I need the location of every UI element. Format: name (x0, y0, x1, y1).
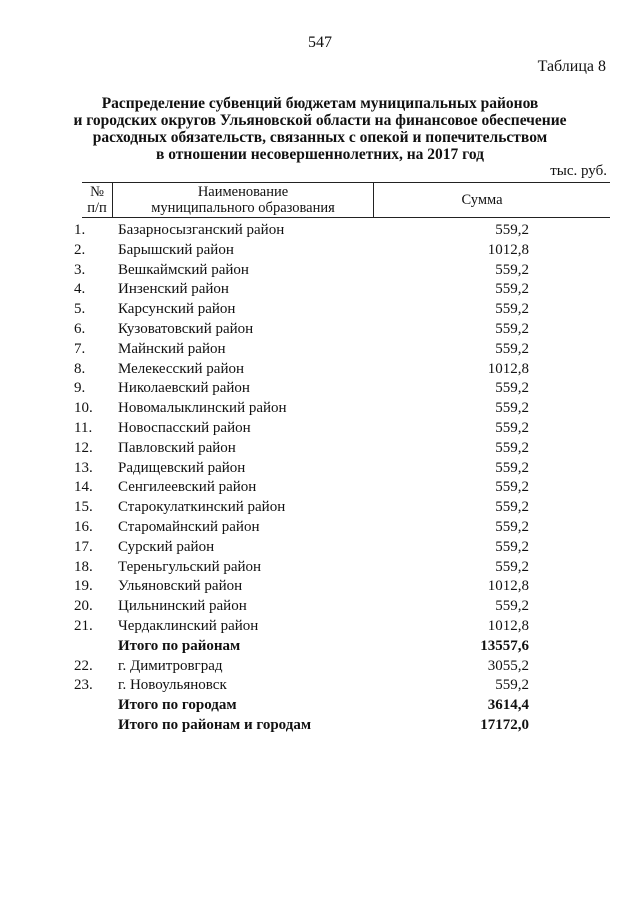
row-number-text: 11. (74, 419, 93, 436)
row-number (66, 459, 102, 479)
row-name: Кузоватовский район (118, 320, 254, 337)
row-name: Павловский район (118, 439, 236, 456)
row-sum: 559,2 (495, 380, 529, 397)
row-number (66, 716, 102, 736)
table-row (74, 518, 610, 538)
row-sum: 1012,8 (487, 241, 529, 258)
row-number-text: 1. (74, 222, 86, 238)
row-number-text: 15. (74, 499, 93, 516)
row-name: Вешкаймский район (118, 261, 249, 278)
row-name: Сурский район (118, 538, 215, 555)
row-name: Чердаклинский район (118, 617, 259, 634)
row-sum: 17172,0 (480, 716, 529, 733)
row-sum: 559,2 (495, 222, 529, 238)
row-number-text: 10. (74, 400, 93, 417)
row-sum: 559,2 (495, 677, 529, 694)
row-name: г. Новоульяновск (118, 677, 227, 694)
row-sum: 559,2 (495, 598, 529, 615)
row-number (66, 379, 102, 399)
row-name: Мелекесский район (118, 360, 245, 377)
row-number (66, 399, 102, 419)
row-sum: 559,2 (495, 340, 529, 357)
table-row (74, 320, 610, 340)
table-row (74, 558, 610, 578)
row-number-text: 13. (74, 459, 93, 476)
row-sum: 13557,6 (480, 637, 529, 654)
row-name: Карсунский район (118, 301, 236, 318)
row-sum: 1012,8 (487, 617, 529, 634)
row-name: Сенгилеевский район (118, 479, 257, 496)
table-total-row (82, 696, 610, 716)
row-name: Старокулаткинский район (118, 499, 286, 516)
table-row (74, 419, 610, 439)
header-name (112, 183, 374, 217)
row-number-text: 17. (74, 538, 93, 555)
row-sum: 559,2 (495, 320, 529, 337)
table-row (74, 360, 610, 380)
title-line: в отношении несовершеннолетних, на 2017 год (156, 146, 484, 163)
table-row (74, 676, 610, 696)
row-sum: 559,2 (495, 400, 529, 417)
table-row (74, 399, 610, 419)
header-name-line: муниципального образования (151, 200, 335, 216)
table-row (74, 597, 610, 617)
row-number (66, 558, 102, 578)
row-name: Тереньгульский район (118, 558, 262, 575)
row-number (66, 577, 102, 597)
table-row (74, 280, 610, 300)
row-number (66, 280, 102, 300)
row-number-text: 20. (74, 598, 93, 615)
row-number (66, 637, 102, 657)
table-row (74, 221, 610, 241)
row-name: г. Димитровград (118, 657, 223, 674)
row-sum: 559,2 (495, 479, 529, 496)
row-name: Итого по городам (118, 697, 237, 714)
row-sum: 559,2 (495, 558, 529, 575)
row-name: Итого по районам (118, 637, 241, 654)
row-number-text: 22. (74, 657, 93, 674)
table-label: Таблица 8 (537, 58, 606, 75)
row-name: Новоспасский район (118, 419, 251, 436)
header-name-line: Наименование (197, 184, 289, 200)
row-name: Ульяновский район (118, 578, 243, 595)
units-label: тыс. руб. (550, 163, 607, 179)
row-number-text: 16. (74, 518, 93, 535)
table-row (74, 478, 610, 498)
row-number-text: 4. (74, 281, 86, 298)
row-number-text: 23. (74, 677, 93, 694)
row-sum: 3614,4 (487, 697, 529, 714)
row-number-text: 6. (74, 320, 86, 337)
row-number (66, 439, 102, 459)
row-number (66, 696, 102, 716)
row-number-text: 3. (74, 261, 86, 278)
row-name: Итого по районам и городам (118, 716, 312, 733)
header-number-line: № (90, 184, 104, 200)
row-sum: 559,2 (495, 439, 529, 456)
table-row (74, 617, 610, 637)
table-body (74, 221, 610, 736)
row-sum: 559,2 (495, 261, 529, 278)
row-sum: 559,2 (495, 518, 529, 535)
row-number (66, 518, 102, 538)
row-number (66, 320, 102, 340)
table-row (74, 261, 610, 281)
row-sum: 559,2 (495, 281, 529, 298)
table-row (74, 577, 610, 597)
row-number (66, 657, 102, 677)
subvention-table (74, 182, 610, 736)
row-number (66, 241, 102, 261)
row-number (66, 676, 102, 696)
title-line: Распределение субвенций бюджетам муниципальных районов (101, 95, 539, 112)
table-total-row (82, 716, 610, 736)
row-name: Николаевский район (118, 380, 250, 397)
table-header (82, 182, 610, 218)
row-number (66, 360, 102, 380)
row-sum: 559,2 (495, 419, 529, 436)
row-number (66, 419, 102, 439)
table-row (74, 459, 610, 479)
row-sum: 1012,8 (487, 360, 529, 377)
row-name: Инзенский район (118, 281, 229, 298)
row-sum: 559,2 (495, 459, 529, 476)
row-sum: 559,2 (495, 538, 529, 555)
title-line: расходных обязательств, связанных с опекой и попечительством (92, 129, 548, 146)
row-number-text: 19. (74, 578, 93, 595)
table-row (74, 241, 610, 261)
title-line: и городских округов Ульяновской области на финансовое обеспечение (73, 112, 567, 129)
row-name: Майнский район (118, 340, 226, 357)
row-number (66, 221, 102, 241)
table-total-row (82, 637, 610, 657)
row-number-text: 18. (74, 558, 93, 575)
row-number-text: 5. (74, 301, 86, 318)
row-name: Барышский район (118, 241, 234, 258)
row-name: Радищевский район (118, 459, 246, 476)
row-number (66, 261, 102, 281)
row-number-text: 9. (74, 380, 86, 397)
row-number-text: 2. (74, 241, 86, 258)
row-number (66, 300, 102, 320)
row-number (66, 340, 102, 360)
row-number-text: 8. (74, 360, 86, 377)
row-name: Цильнинский район (118, 598, 247, 615)
table-row (74, 300, 610, 320)
header-number-line: п/п (87, 200, 107, 216)
row-number-text: 12. (74, 439, 93, 456)
table-row (74, 340, 610, 360)
row-sum: 3055,2 (487, 657, 529, 674)
row-number-text: 7. (74, 340, 86, 357)
row-sum: 1012,8 (487, 578, 529, 595)
row-number (66, 597, 102, 617)
row-name: Новомалыклинский район (118, 400, 287, 417)
row-number (66, 478, 102, 498)
header-number (82, 183, 112, 217)
row-sum: 559,2 (495, 301, 529, 318)
row-number (66, 498, 102, 518)
row-number-text: 21. (74, 617, 93, 634)
row-number-text: 14. (74, 479, 93, 496)
row-name: Старомайнский район (118, 518, 260, 535)
row-number (66, 538, 102, 558)
row-name: Базарносызганский район (118, 222, 285, 238)
table-row (74, 439, 610, 459)
table-row (74, 379, 610, 399)
document-title (60, 95, 580, 163)
row-sum: 559,2 (495, 499, 529, 516)
header-sum: Сумма (461, 192, 503, 208)
table-row (74, 538, 610, 558)
table-row (74, 498, 610, 518)
table-row (74, 657, 610, 677)
row-number (66, 617, 102, 637)
page-number: 547 (308, 34, 332, 51)
